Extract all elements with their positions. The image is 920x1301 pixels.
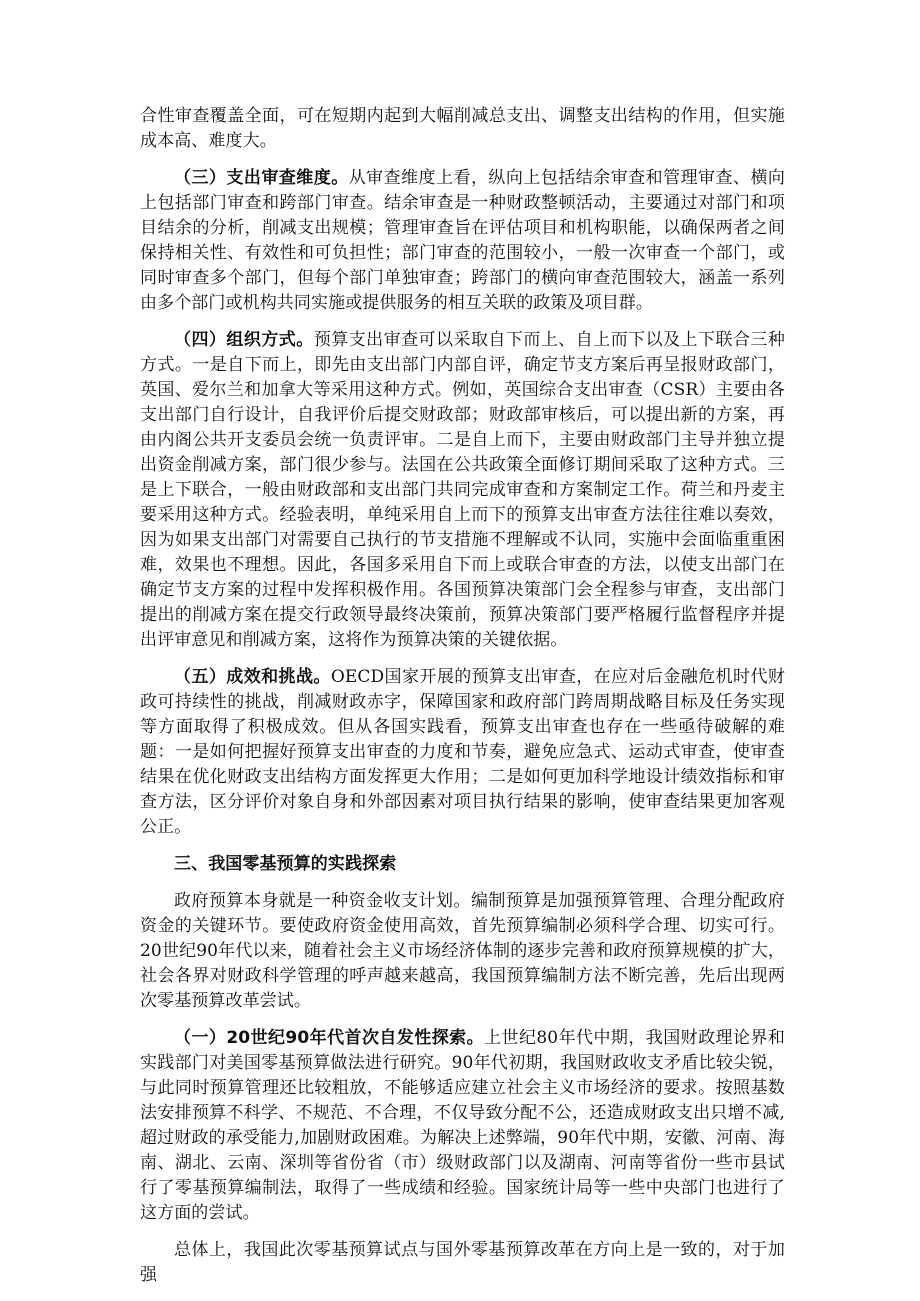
paragraph-continuation: 合性审查覆盖全面，可在短期内起到大幅削减总支出、调整支出结构的作用，但实施成本高、难度大。 [140, 106, 785, 151]
section-body-text: OECD国家开展的预算支出审查，在应对后金融危机时代财政可持续性的挑战，削减财政赤字，保障国家和政府部门跨周期战略目标及任务实现等方面取得了积极成效。但从各国实践看，预算支出审查也存在一些亟待破解的难题：一是如何把握好预算支出审查的力度和节奏，避免应急式、运动式审查，使审查结果在优化财政支出结构方面发挥更大作用；二是如何更加科学地设计绩效指标和审查方法，区分评价对象自身和外部因素对项目执行结果的影响，使审查结果更加客观公正。 [140, 667, 785, 837]
paragraph-1990s-exploration [140, 1026, 785, 1226]
section-body-text: 上世纪80年代中期，我国财政理论界和实践部门对美国零基预算做法进行研究。90年代初期，我国财政收支矛盾比较尖锐，与此同时预算管理还比较粗放，不能够适应建立社会主义市场经济的要求。按照基数法安排预算不科学、不规范、不合理，不仅导致分配不公，还造成财政支出只增不减,超过财政的承受能力,加剧财政困难。为解决上述弊端，90年代中期，安徽、河南、海南、湖北、云南、深圳等省份省（市）级财政部门以及湖南、河南等省份一些市县试行了零基预算编制法，取得了一些成绩和经验。国家统计局等一些中央部门也进行了这方面的尝试。 [140, 1028, 785, 1223]
paragraph-intro: 政府预算本身就是一种资金收支计划。编制预算是加强预算管理、合理分配政府资金的关键环节。要使政府资金使用高效，首先预算编制必须科学合理、切实可行。20世纪90年代以来，随着社会主义市场经济体制的逐步完善和政府预算规模的扩大，社会各界对财政科学管理的呼声越来越高，我国预算编制方法不断完善，先后出现两次零基预算改革尝试。 [140, 891, 785, 1011]
section-heading-china-zero-based-budget: 三、我国零基预算的实践探索 [174, 854, 397, 874]
section-lead-title: （四）组织方式。 [174, 330, 314, 350]
section-lead-title: （三）支出审查维度。 [174, 168, 349, 188]
paragraph-summary-truncated: 总体上，我国此次零基预算试点与国外零基预算改革在方向上是一致的，对于加强 [140, 1240, 785, 1285]
section-body-text: 预算支出审查可以采取自下而上、自上而下以及上下联合三种方式。一是自下而上，即先由支出部门内部自评，确定节支方案后再呈报财政部门，英国、爱尔兰和加拿大等采用这种方式。例如，英国综合支出审查（CSR）主要由各支出部门自行设计，自我评价后提交财政部；财政部审核后，可以提出新的方案，再由内阁公共开支委员会统一负责评审。二是自上而下，主要由财政部门主导并独立提出资金削减方案，部门很少参与。法国在公共政策全面修订期间采取了这种方式。三是上下联合，一般由财政部和支出部门共同完成审查和方案制定工作。荷兰和丹麦主要采用这种方式。经验表明，单纯采用自上而下的预算支出审查方法往往难以奏效，因为如果支出部门对需要自己执行的节支措施不理解或不认同，实施中会面临重重困难，效果也不理想。因此，各国多采用自下而上或联合审查的方法，以使支出部门在确定节支方案的过程中发挥积极作用。各国预算决策部门会全程参与审查，支出部门提出的削减方案在提交行政领导最终决策前，预算决策部门要严格履行监督程序并提出评审意见和削减方案，这将作为预算决策的关键依据。 [140, 330, 785, 650]
section-lead-title: （五）成效和挑战。 [174, 667, 331, 687]
section-lead-title: （一）20世纪90年代首次自发性探索。 [174, 1028, 485, 1048]
document-page [140, 104, 785, 1300]
paragraph-expenditure-review-dimension [140, 166, 785, 316]
section-body-text: 从审查维度上看，纵向上包括结余审查和管理审查、横向上包括部门审查和跨部门审查。结余审查是一种财政整顿活动，主要通过对部门和项目结余的分析，削减支出规模；管理审查旨在评估项目和机构职能，以确保两者之间保持相关性、有效性和可负担性；部门审查的范围较小，一般一次审查一个部门，或同时审查多个部门，但每个部门单独审查；跨部门的横向审查范围较大，涵盖一系列由多个部门或机构共同实施或提供服务的相互关联的政策及项目群。 [140, 168, 786, 313]
paragraph-organization-method [140, 328, 785, 653]
paragraph-results-and-challenges [140, 665, 785, 840]
